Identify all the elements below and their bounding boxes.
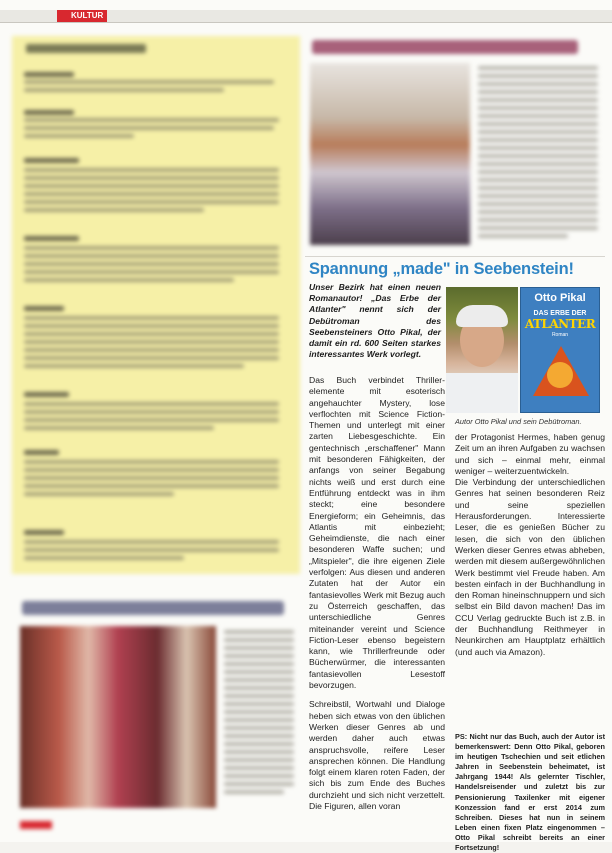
pyramid-glow [547,362,573,388]
book-cover-genre: Roman [551,332,569,338]
article-paragraph: Das Buch verbindet Thrillerelemente mit esoterisch angehauchter Mystery, lose verflochten mit Science Fiction-Themen und unterlegt mit einer zarten Liebesgeschichte. Ein gentechnisch „erschaffener" Mann mit besonderen Fähigkeiten, der anfangs von seiner Begabung nichts weiß und erst durch eine Entführung entdeckt was in ihm steckt; eine besondere Energieform; ein Geheimnis, das Atlantis mit einbezieht; Geheimdienste, die nach einer besonderen Waffe suchen; und „Mitspieler", die ihre eigenen Ziele verfolgen: Aus diesen und anderen Zutaten hat der Autor ein fantasievolles Werk mit Bezug auch zu Österreich geschaffen, das unterschiedliche Genres miteinander vereint und Science Fiction-Leser ebenso begeistern kann, wie Thrillerfreunde oder Bücherwürmer, die interessanten fantasievollen Lesestoff bevorzugen. [309,375,445,691]
article-paragraph: der Protagonist Hermes, haben genug Zeit um an ihren Aufgaben zu wachsen und sich – einmal mehr, einmal weniger – weiterzuentwickeln. [455,432,605,476]
section-label: KULTUR [57,10,107,22]
article-postscript: PS: Nicht nur das Buch, auch der Autor ist bemerkenswert: Denn Otto Pikal, geboren im heutigen Tschechien und seit etlichen Jahren in Seebenstein beheimatet, ist Jahrgang 1944! Als gelernter Tischler, Handelsreisender und zuletzt bis zur Pensionierung Taxilenker mit eigener Konzession fand er erst 2014 zum Schreiben. Dieses hat nun in seinem Leben einen fixen Platz eingenommen – Otto Pikal schreibt bereits an einer Fortsetzung! [455,732,605,853]
article-column-2 [455,432,605,658]
book-cover [520,287,600,413]
article-title: Spannung „made" in Seebenstein! [309,260,574,278]
photo-caption: Autor Otto Pikal und sein Debütroman. [455,417,582,426]
author-photo [446,287,518,413]
book-cover-title-line2: ATLANTER [524,317,596,331]
page-number-tab [20,821,52,829]
article-paragraph: Die Verbindung der unterschiedlichen Genres hat seinen besonderen Reiz und seine speziellen Herausforderungen. Interessierte Leser, die es genießen Bücher zu lesen, die sich von den üblichen Werken dieser Genres etwas abheben, werden mit diesem außergewöhnlichen Werk bestimmt viel Freude haben. Am besten einfach in der Buchhandlung in den Roman hineinschnuppern und sich selbst ein Bild davon machen! Das im CCU Verlag gedruckte Buch ist z.B. in der Buchhandlung Reithmeyer in Neunkirchen am Hauptplatz erhältlich (und auch via Amazon). [455,477,605,657]
article-column-1 [309,375,445,812]
article-paragraph: Schreibstil, Wortwahl und Dialoge heben sich etwas von den üblichen Werken dieser Genres ab und werden daher auch etwas anspruchsvolle, reifere Leser ansprechen können. Die Handlung folgt einem klaren roten Faden, der sich bis zum Ende des Buches durchzieht und sich nicht verzettelt. Die Figuren, allen voran [309,699,445,811]
book-cover-author: Otto Pikal [534,292,586,304]
article-lead: Unser Bezirk hat einen neuen Romanautor! „Das Erbe der Atlanter" nennt sich der Debütroman des Seebensteiners Otto Pikal, der damit ein rd. 600 Seiten starkes interessantes Werk vorlegt. [309,282,441,360]
book-cover-title-line1: DAS ERBE DER [533,310,587,317]
article-divider [305,256,605,257]
